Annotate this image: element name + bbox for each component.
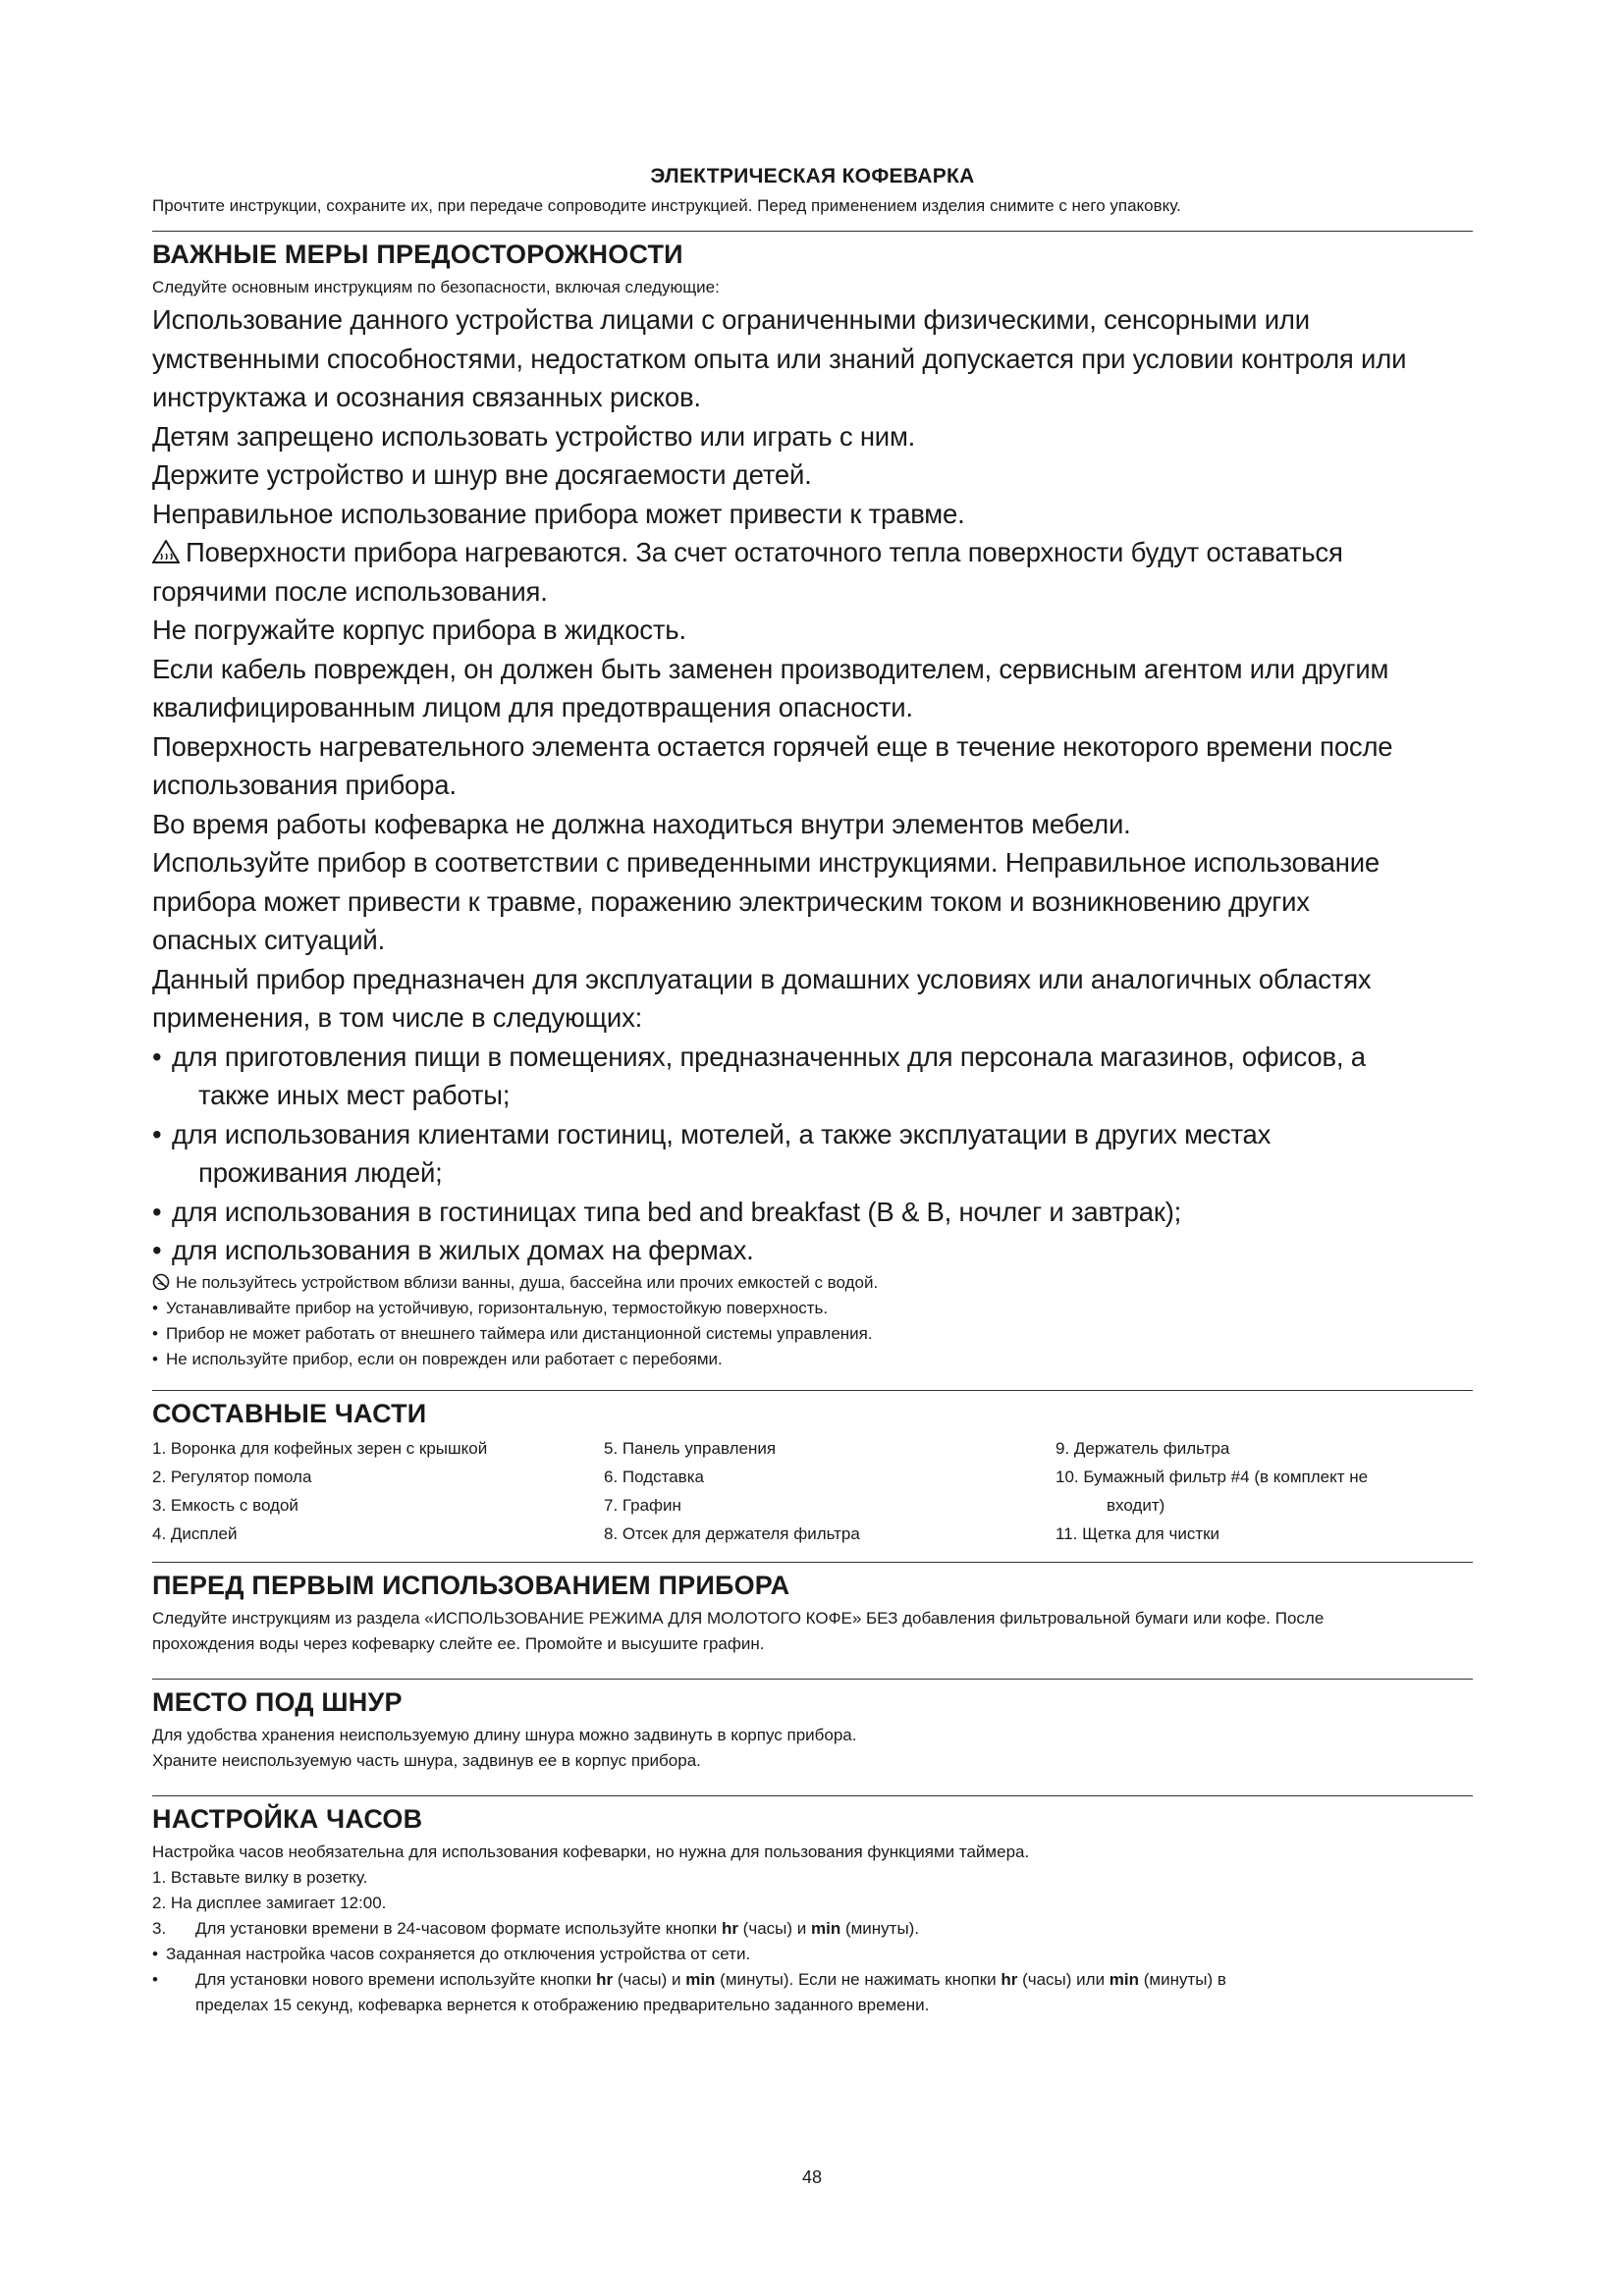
page-number: 48 bbox=[801, 2167, 823, 2187]
clock-section-title: НАСТРОЙКА ЧАСОВ bbox=[152, 1803, 423, 1834]
safety-text: прибора может привести к травме, поражению электрическим током и возникновению других bbox=[152, 885, 1310, 917]
hr-key-label: hr bbox=[596, 1969, 614, 1989]
safety-text: Используйте прибор в соответствии с приведенными инструкциями. Неправильное использование bbox=[152, 847, 1380, 878]
safety-text: Если кабель поврежден, он должен быть заменен производителем, сервисным агентом или другим bbox=[152, 653, 1389, 684]
clock-note: • Для установки нового времени используйте кнопки hr (часы) и min (минуты). Если не нажимать кнопки hr (часы) или min (минуты) в пределах 15 секунд, кофеварка вернется к отображению предварительно заданного времени. bbox=[152, 1969, 1226, 2014]
parts-list bbox=[152, 1434, 1473, 1548]
safety-small-item: • Не используйте прибор, если он поврежден или работает с перебоями. bbox=[152, 1349, 723, 1368]
section-divider bbox=[152, 1795, 1473, 1796]
bullet-mark: • bbox=[152, 1235, 162, 1265]
hr-key-label: hr bbox=[1001, 1969, 1018, 1989]
clock-step: 3. Для установки времени в 24-часовом формате используйте кнопки hr (часы) и min (минуты). bbox=[152, 1918, 920, 1938]
safety-text: использования прибора. bbox=[152, 770, 457, 800]
safety-text: горячими после использования. bbox=[152, 575, 548, 607]
part-item: 6. Подставка bbox=[604, 1467, 704, 1486]
first-use-section-title: ПЕРЕД ПЕРВЫМ ИСПОЛЬЗОВАНИЕМ ПРИБОРА bbox=[152, 1570, 790, 1600]
part-item: 4. Дисплей bbox=[152, 1523, 238, 1543]
safety-text: Детям запрещено использовать устройство или играть с ним. bbox=[152, 420, 916, 452]
min-key-label: min bbox=[810, 1918, 841, 1938]
section-divider bbox=[152, 1562, 1473, 1563]
safety-paragraphs bbox=[152, 300, 1473, 1372]
safety-text-hot bbox=[152, 533, 1473, 572]
use-list-item: • для использования клиентами гостиниц, мотелей, а также эксплуатации в других местах проживания людей; bbox=[152, 1115, 1473, 1193]
cord-text: Храните неиспользуемую часть шнура, задвинув ее в корпус прибора. bbox=[152, 1750, 701, 1770]
part-item-continued: входит) bbox=[1107, 1495, 1165, 1515]
clock-step: 2. На дисплее замигает 12:00. bbox=[152, 1893, 387, 1912]
section-divider bbox=[152, 231, 1473, 232]
bullet-mark: • bbox=[152, 1196, 162, 1227]
part-item: 3. Емкость с водой bbox=[152, 1495, 298, 1515]
parts-column-3 bbox=[1056, 1434, 1473, 1548]
safety-text: применения, в том числе в следующих: bbox=[152, 1002, 643, 1033]
prohibited-water-icon bbox=[152, 1273, 170, 1291]
section-divider bbox=[152, 1679, 1473, 1680]
cord-text: Для удобства хранения неиспользуемую длину шнура можно задвинуть в корпус прибора. bbox=[152, 1725, 857, 1744]
safety-small-item: • Прибор не может работать от внешнего таймера или дистанционной системы управления. bbox=[152, 1323, 873, 1343]
parts-column-1 bbox=[152, 1434, 604, 1548]
min-key-label: min bbox=[685, 1969, 716, 1989]
use-list-item: • для приготовления пищи в помещениях, предназначенных для персонала магазинов, офисов, а также иных мест работы; bbox=[152, 1038, 1473, 1115]
parts-column-2 bbox=[604, 1434, 1056, 1548]
first-use-text: Следуйте инструкциям из раздела «ИСПОЛЬЗОВАНИЕ РЕЖИМА ДЛЯ МОЛОТОГО КОФЕ» БЕЗ добавления фильтровальной бумаги или кофе. После bbox=[152, 1608, 1325, 1628]
safety-text: Неправильное использование прибора может привести к травме. bbox=[152, 498, 965, 529]
part-item: 9. Держатель фильтра bbox=[1056, 1438, 1230, 1458]
safety-text: Использование данного устройства лицами с ограниченными физическими, сенсорными или bbox=[152, 304, 1310, 335]
safety-text: Держите устройство и шнур вне досягаемости детей. bbox=[152, 459, 812, 490]
intro-text: Прочтите инструкции, сохраните их, при передаче сопроводите инструкцией. Перед применением изделия снимите с него упаковку. bbox=[152, 196, 1181, 215]
cord-section-title: МЕСТО ПОД ШНУР bbox=[152, 1686, 403, 1717]
safety-small-item: • Устанавливайте прибор на устойчивую, горизонтальную, термостойкую поверхность. bbox=[152, 1298, 829, 1317]
part-item: 8. Отсек для держателя фильтра bbox=[604, 1523, 860, 1543]
part-item: 10. Бумажный фильтр #4 (в комплект не bbox=[1056, 1467, 1369, 1486]
document-title: ЭЛЕКТРИЧЕСКАЯ КОФЕВАРКА bbox=[650, 165, 975, 187]
document-page bbox=[152, 162, 1473, 2018]
safety-section-title: ВАЖНЫЕ МЕРЫ ПРЕДОСТОРОЖНОСТИ bbox=[152, 240, 683, 269]
safety-text: Поверхности прибора нагреваются. За счет остаточного тепла поверхности будут оставаться bbox=[186, 537, 1343, 567]
safety-text: Не погружайте корпус прибора в жидкость. bbox=[152, 614, 686, 645]
clock-step: 1. Вставьте вилку в розетку. bbox=[152, 1867, 368, 1887]
first-use-text: прохождения воды через кофеварку слейте ее. Промойте и высушите графин. bbox=[152, 1633, 765, 1653]
safety-text: опасных ситуаций. bbox=[152, 925, 386, 955]
bullet-mark: • bbox=[152, 1041, 162, 1072]
safety-lead: Следуйте основным инструкциям по безопасности, включая следующие: bbox=[152, 278, 720, 296]
hot-surface-warning-icon bbox=[152, 540, 180, 563]
part-item: 11. Щетка для чистки bbox=[1056, 1523, 1220, 1543]
clock-text: Настройка часов необязательна для использования кофеварки, но нужна для пользования функциями таймера. bbox=[152, 1842, 1030, 1861]
part-item: 5. Панель управления bbox=[604, 1438, 777, 1458]
safety-text: квалифицированным лицом для предотвращения опасности. bbox=[152, 692, 913, 722]
bullet-mark: • bbox=[152, 1118, 162, 1149]
safety-text: инструктажа и осознания связанных рисков. bbox=[152, 382, 701, 412]
part-item: 1. Воронка для кофейных зерен с крышкой bbox=[152, 1438, 488, 1458]
use-list-item: • для использования в жилых домах на фермах. bbox=[152, 1231, 1473, 1270]
safety-text: Данный прибор предназначен для эксплуатации в домашних условиях или аналогичных областях bbox=[152, 963, 1372, 994]
clock-note: • Заданная настройка часов сохраняется до отключения устройства от сети. bbox=[152, 1944, 751, 1963]
min-key-label: min bbox=[1109, 1969, 1140, 1989]
part-item: 2. Регулятор помола bbox=[152, 1467, 312, 1486]
part-item: 7. Графин bbox=[604, 1495, 681, 1515]
safety-text: Во время работы кофеварка не должна находиться внутри элементов мебели. bbox=[152, 808, 1131, 839]
water-warning: Не пользуйтесь устройством вблизи ванны, душа, бассейна или прочих емкостей с водой. bbox=[152, 1270, 1473, 1296]
section-divider bbox=[152, 1390, 1473, 1391]
safety-text: Поверхность нагревательного элемента остается горячей еще в течение некоторого времени после bbox=[152, 730, 1393, 762]
parts-section-title: СОСТАВНЫЕ ЧАСТИ bbox=[152, 1398, 427, 1428]
safety-text: умственными способностями, недостатком опыта или знаний допускается при условии контроля или bbox=[152, 343, 1407, 374]
use-list-item: • для использования в гостиницах типа bed and breakfast (B & B, ночлег и завтрак); bbox=[152, 1193, 1473, 1232]
hr-key-label: hr bbox=[721, 1918, 738, 1938]
